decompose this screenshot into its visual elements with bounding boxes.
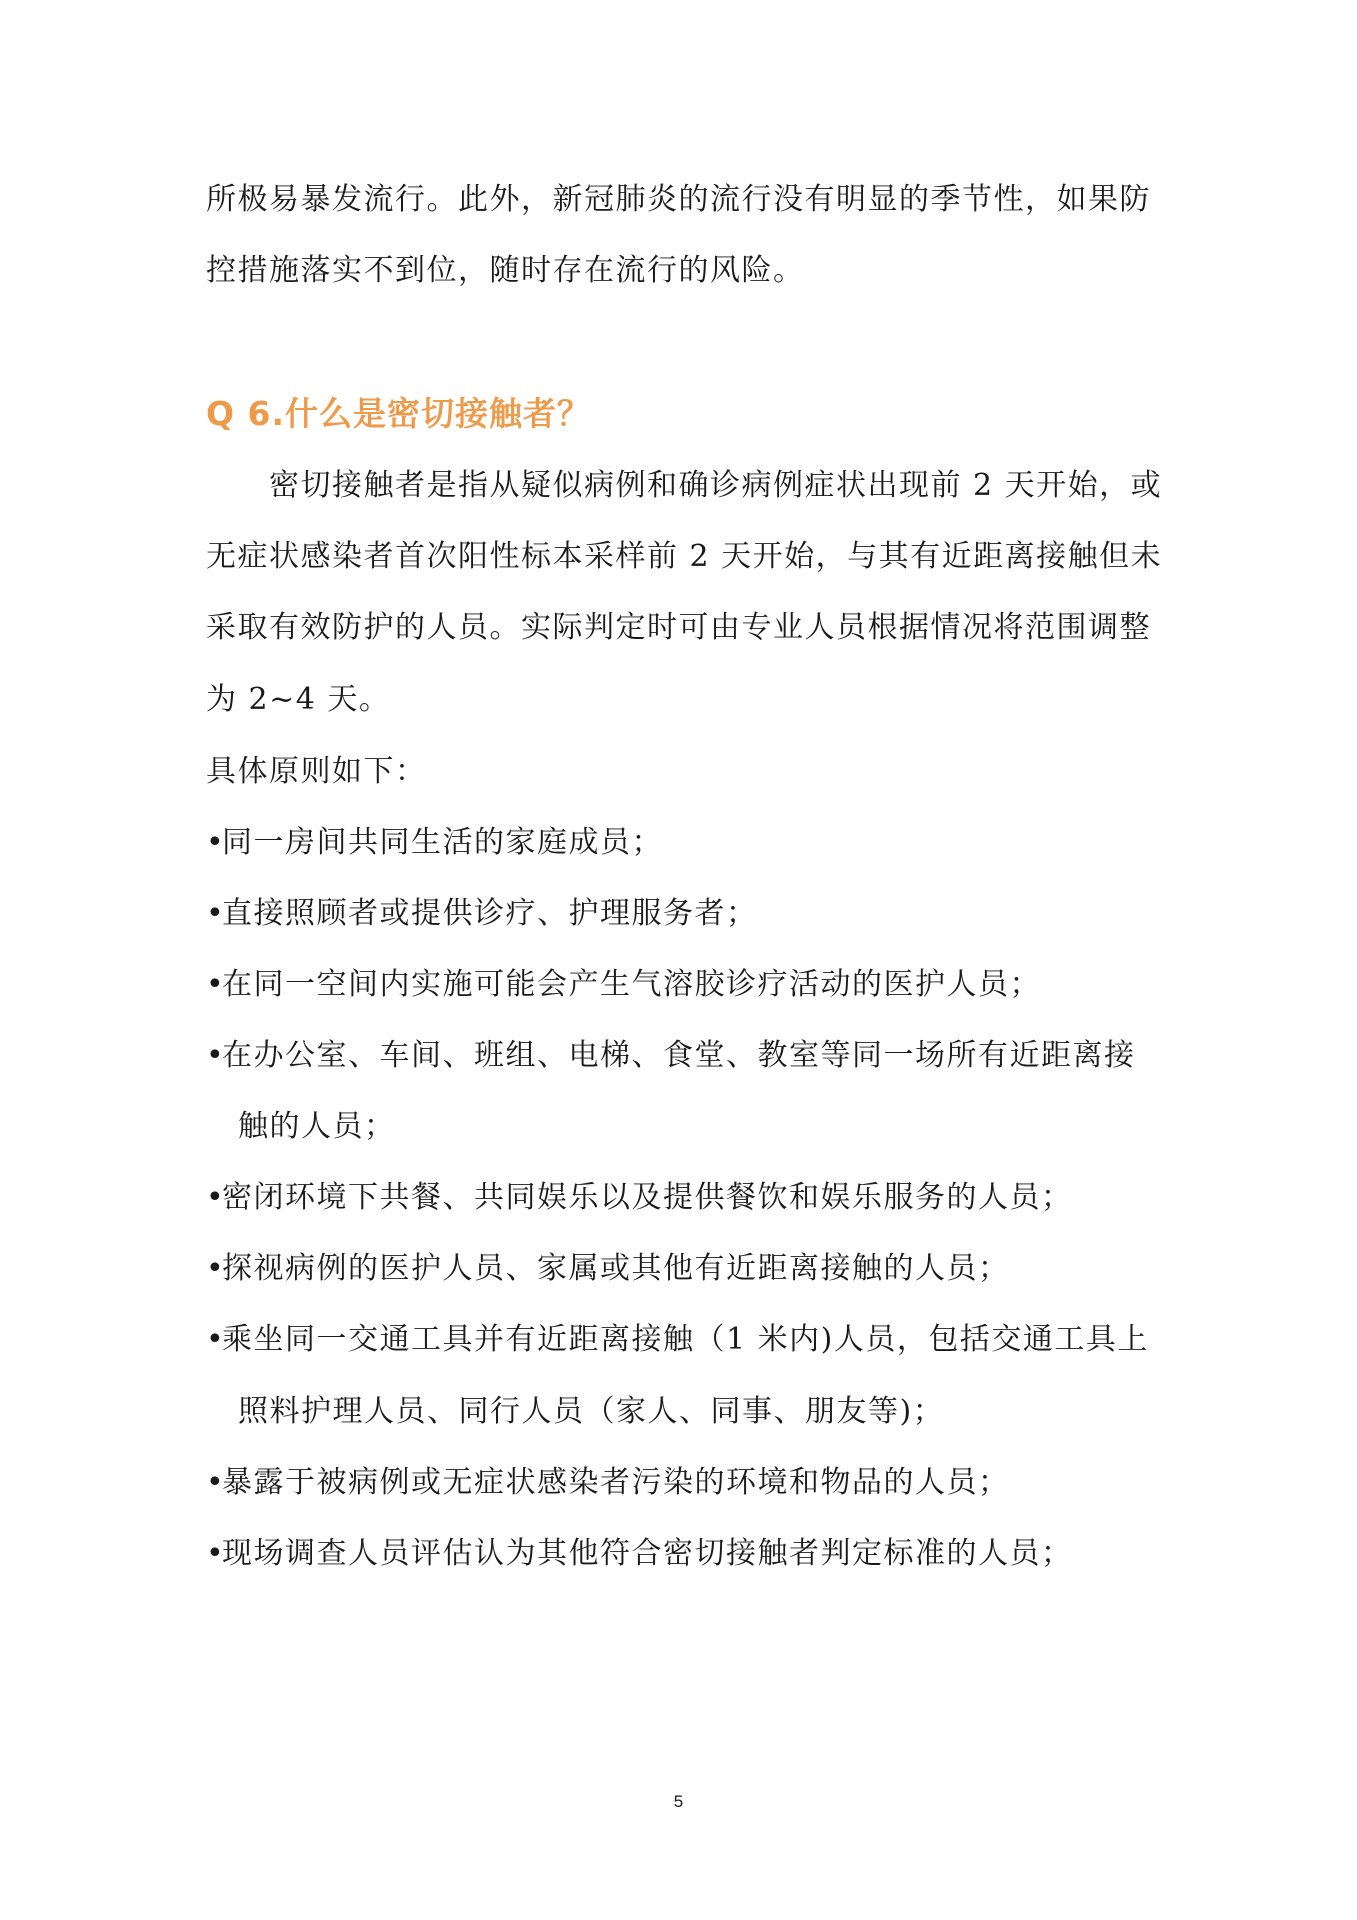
- paragraph-line: 为 2~4 天。: [206, 682, 391, 717]
- list-item-text: 同一房间共同生活的家庭成员；: [222, 825, 663, 860]
- bullet-icon: •: [206, 1180, 226, 1215]
- paragraph-line: 密切接触者是指从疑似病例和确诊病例症状出现前 2 天开始，或: [206, 468, 1163, 503]
- list-item-text: 暴露于被病例或无症状感染者污染的环境和物品的人员；: [222, 1465, 1010, 1500]
- principles-intro: 具体原则如下：: [206, 754, 427, 789]
- list-item-text: 探视病例的医护人员、家属或其他有近距离接触的人员；: [222, 1251, 1010, 1286]
- list-item-text: 在同一空间内实施可能会产生气溶胶诊疗活动的医护人员；: [222, 967, 1041, 1002]
- bullet-icon: •: [206, 896, 226, 931]
- list-item: [206, 1534, 1073, 1574]
- list-item: [206, 965, 1041, 1005]
- page-number: 5: [673, 1792, 684, 1811]
- list-item-continuation: 触的人员；: [238, 1109, 396, 1144]
- list-item: [206, 1178, 1073, 1218]
- bullet-icon: •: [206, 825, 226, 860]
- paragraph-line: 采取有效防护的人员。实际判定时可由专业人员根据情况将范围调整: [206, 610, 1151, 645]
- intro-line-1: 所极易暴发流行。此外，新冠肺炎的流行没有明显的季节性，如果防: [206, 182, 1151, 217]
- list-item-text: 直接照顾者或提供诊疗、护理服务者；: [222, 896, 758, 931]
- bullet-icon: •: [206, 1251, 226, 1286]
- list-item-text: 乘坐同一交通工具并有近距离接触（1 米内)人员，包括交通工具上: [222, 1322, 1149, 1357]
- list-item: [206, 1036, 1136, 1076]
- list-item: [206, 1320, 1149, 1360]
- bullet-icon: •: [206, 967, 226, 1002]
- bullet-icon: •: [206, 1322, 226, 1357]
- list-item-text: 在办公室、车间、班组、电梯、食堂、教室等同一场所有近距离接: [222, 1038, 1136, 1073]
- bullet-icon: •: [206, 1465, 226, 1500]
- section-heading: Q 6.什么是密切接触者？: [206, 394, 592, 433]
- paragraph-line: 无症状感染者首次阳性标本采样前 2 天开始，与其有近距离接触但未: [206, 539, 1163, 574]
- bullet-icon: •: [206, 1536, 226, 1571]
- list-item-text: 密闭环境下共餐、共同娱乐以及提供餐饮和娱乐服务的人员；: [222, 1180, 1073, 1215]
- list-item-continuation: 照料护理人员、同行人员（家人、同事、朋友等)；: [238, 1394, 945, 1429]
- list-item: [206, 1463, 1010, 1503]
- list-item: [206, 1249, 1010, 1289]
- list-item: [206, 894, 758, 934]
- intro-line-2: 控措施落实不到位，随时存在流行的风险。: [206, 253, 805, 288]
- bullet-icon: •: [206, 1038, 226, 1073]
- list-item: [206, 823, 663, 863]
- list-item-text: 现场调查人员评估认为其他符合密切接触者判定标准的人员；: [222, 1536, 1073, 1571]
